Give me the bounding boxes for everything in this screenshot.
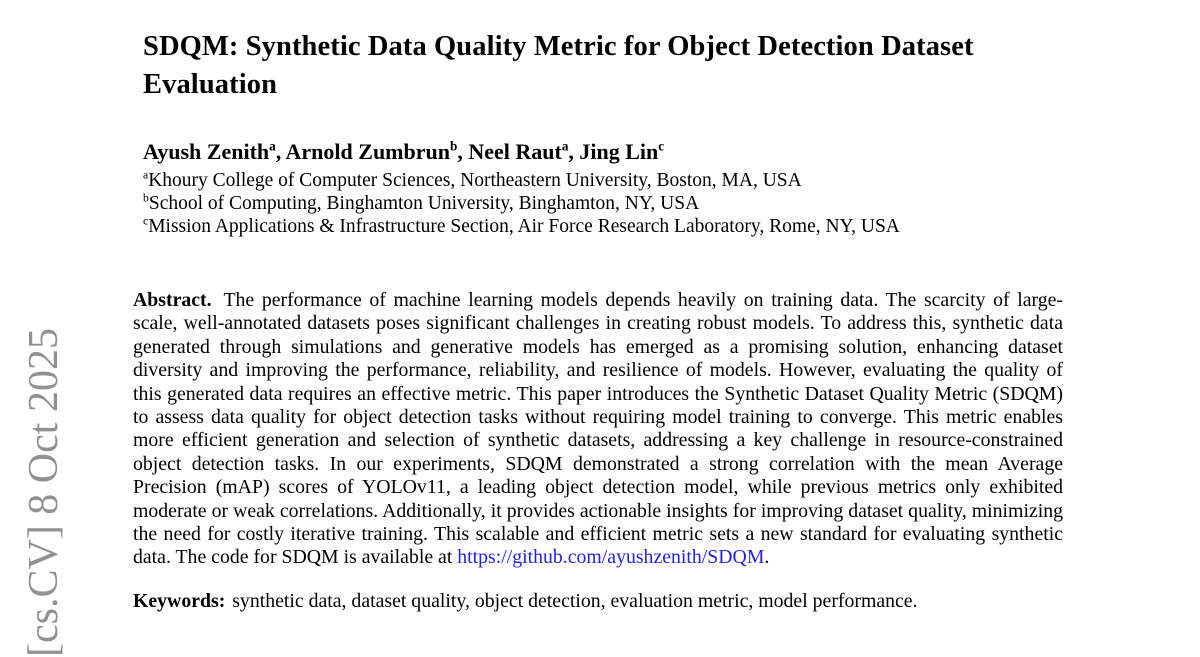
authors-line: Ayush Zenith$^a$, Arnold Zumbrun$^b$, Neel Raut$^a$, Jing Lin$^c$ <box>143 138 665 164</box>
abstract-paragraph <box>133 289 1063 570</box>
affiliations-block <box>143 169 900 238</box>
affiliation-line: $^c$Mission Applications & Infrastructure Section, Air Force Research Laboratory, Rome, NY, USA <box>143 214 900 237</box>
abstract-link[interactable]: https://github.com/ayushzenith/SDQM <box>457 546 765 569</box>
abstract-text: The performance of machine learning models depends heavily on training data. The scarcity of large-scale, well-annotated datasets poses significant challenges in creating robust models. To address this, synthetic data generated through simulations and generative models has emerged as a promising solution, enhancing dataset diversity and improving the performance, reliability, and resilience of models. However, evaluating the quality of this generated data requires an effective metric. This paper introduces the Synthetic Dataset Quality Metric (SDQM) to assess data quality for object detection tasks without requiring model training to converge. This metric enables more efficient generation and selection of synthetic datasets, addressing a key challenge in resource-constrained object detection tasks. In our experiments, SDQM demonstrated a strong correlation with the mean Average Precision (mAP) scores of YOLOv11, a leading object detection model, while previous metrics only exhibited moderate or weak correlations. Additionally, it provides actionable insights for improving dataset quality, minimizing the need for costly iterative training. This scalable and efficient metric sets a new standard for evaluating synthetic data. The code for SDQM is available at <box>133 289 1063 569</box>
author-name: Jing Lin <box>579 139 659 164</box>
author-affiliation-sup: a <box>269 138 276 154</box>
affiliation-sup: a <box>143 168 149 182</box>
author-affiliation-sup: b <box>449 138 458 154</box>
keywords-label: Keywords: <box>133 590 226 612</box>
author-name: Neel Raut <box>468 139 562 164</box>
paper-title: SDQM: Synthetic Data Quality Metric for Object Detection Dataset Evaluation <box>143 31 974 100</box>
author-affiliation-sup: c <box>658 138 665 154</box>
author-name: Arnold Zumbrun <box>285 139 450 164</box>
affiliation-sup: c <box>143 214 149 228</box>
keywords-text: synthetic data, dataset quality, object detection, evaluation metric, model performance. <box>232 590 918 612</box>
author-name: Ayush Zenith <box>143 139 270 164</box>
affiliation-sup: b <box>143 191 149 205</box>
keywords-line <box>133 590 1063 613</box>
abstract-link-period: . <box>764 546 770 569</box>
author-affiliation-sup: a <box>561 138 569 154</box>
arxiv-watermark: [cs.CV] 8 Oct 2025 <box>21 328 67 657</box>
affiliation-line: $^b$School of Computing, Binghamton University, Binghamton, NY, USA <box>143 191 700 214</box>
abstract-label: Abstract. <box>133 289 212 311</box>
affiliation-line: $^a$Khoury College of Computer Sciences, Northeastern University, Boston, MA, USA <box>143 168 802 191</box>
